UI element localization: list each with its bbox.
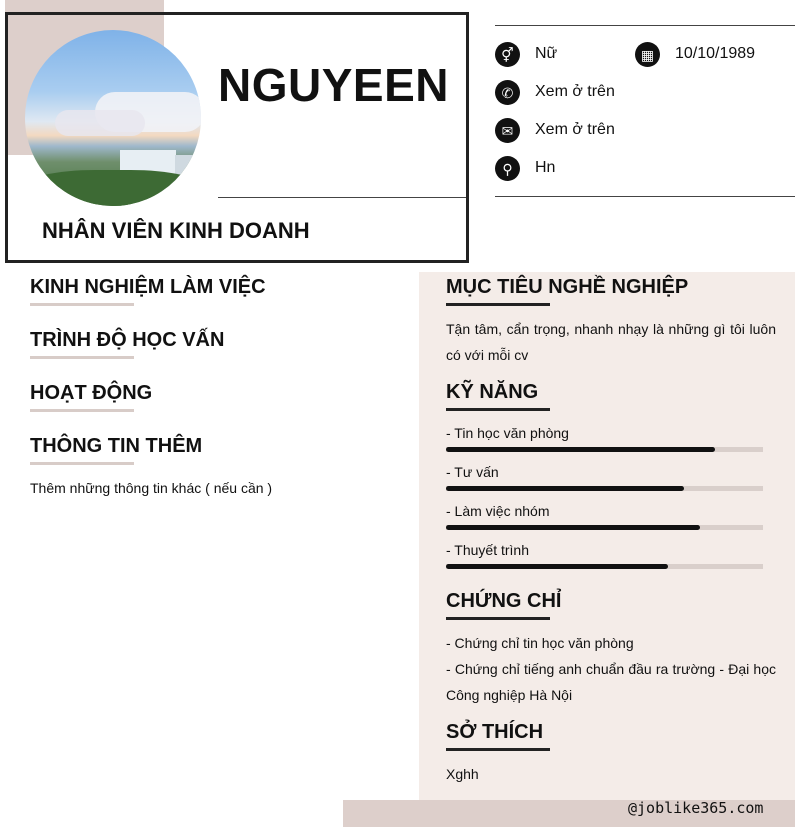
skill-bar [446, 525, 763, 530]
skill-label: - Thuyết trình [446, 542, 530, 558]
hobbies-text: Xghh [446, 766, 479, 782]
section-underline [446, 408, 550, 411]
divider [495, 25, 795, 26]
skill-label: - Tư vấn [446, 464, 499, 480]
activities-title: HOẠT ĐỘNG [30, 382, 153, 404]
calendar-icon: ▦ [635, 42, 660, 67]
certificate-item: - Chứng chỉ tin học văn phòng [446, 635, 634, 651]
avatar [25, 30, 201, 206]
divider [495, 196, 795, 197]
watermark: @joblike365.com [628, 799, 764, 817]
skill-bar [446, 447, 763, 452]
skill-label: - Làm việc nhóm [446, 503, 550, 519]
gender-value: Nữ [535, 45, 558, 62]
hobbies-title: SỞ THÍCH [446, 721, 544, 743]
birthday-value: 10/10/1989 [675, 45, 756, 62]
section-underline [446, 303, 550, 306]
candidate-name: NGUYEEN [218, 59, 449, 111]
objective-text-line1: Tận tâm, cẩn trọng, nhanh nhạy là những gì tôi luôn [446, 321, 776, 337]
skill-bar [446, 564, 763, 569]
certificates-title: CHỨNG CHỈ [446, 590, 562, 612]
section-underline [446, 748, 550, 751]
section-underline [446, 617, 550, 620]
section-underline [30, 462, 134, 465]
phone-icon: ✆ [495, 80, 520, 105]
education-title: TRÌNH ĐỘ HỌC VẤN [30, 329, 225, 351]
experience-title: KINH NGHIỆM LÀM VIỆC [30, 276, 266, 298]
section-underline [30, 303, 134, 306]
skill-bar [446, 486, 763, 491]
address-value: Hn [535, 159, 556, 176]
gender-icon: ⚥ [495, 42, 520, 67]
certificate-item: - Chứng chỉ tiếng anh chuẩn đầu ra trường - Đại học [446, 661, 776, 677]
objective-title: MỤC TIÊU NGHỀ NGHIỆP [446, 276, 689, 298]
email-icon: ✉ [495, 118, 520, 143]
extra-info-text: Thêm những thông tin khác ( nếu cần ) [30, 480, 273, 496]
location-icon: ⚲ [495, 156, 520, 181]
email-value: Xem ở trên [535, 121, 615, 138]
job-title: NHÂN VIÊN KINH DOANH [42, 218, 310, 243]
skill-label: - Tin học văn phòng [446, 425, 569, 441]
objective-text-line2: có với mỗi cv [446, 347, 529, 363]
phone-value: Xem ở trên [535, 83, 615, 100]
section-underline [30, 409, 134, 412]
section-underline [30, 356, 134, 359]
certificate-item-cont: Công nghiệp Hà Nội [446, 687, 573, 703]
extra-info-title: THÔNG TIN THÊM [30, 435, 203, 457]
divider [218, 197, 466, 198]
skills-title: KỸ NĂNG [446, 381, 539, 403]
